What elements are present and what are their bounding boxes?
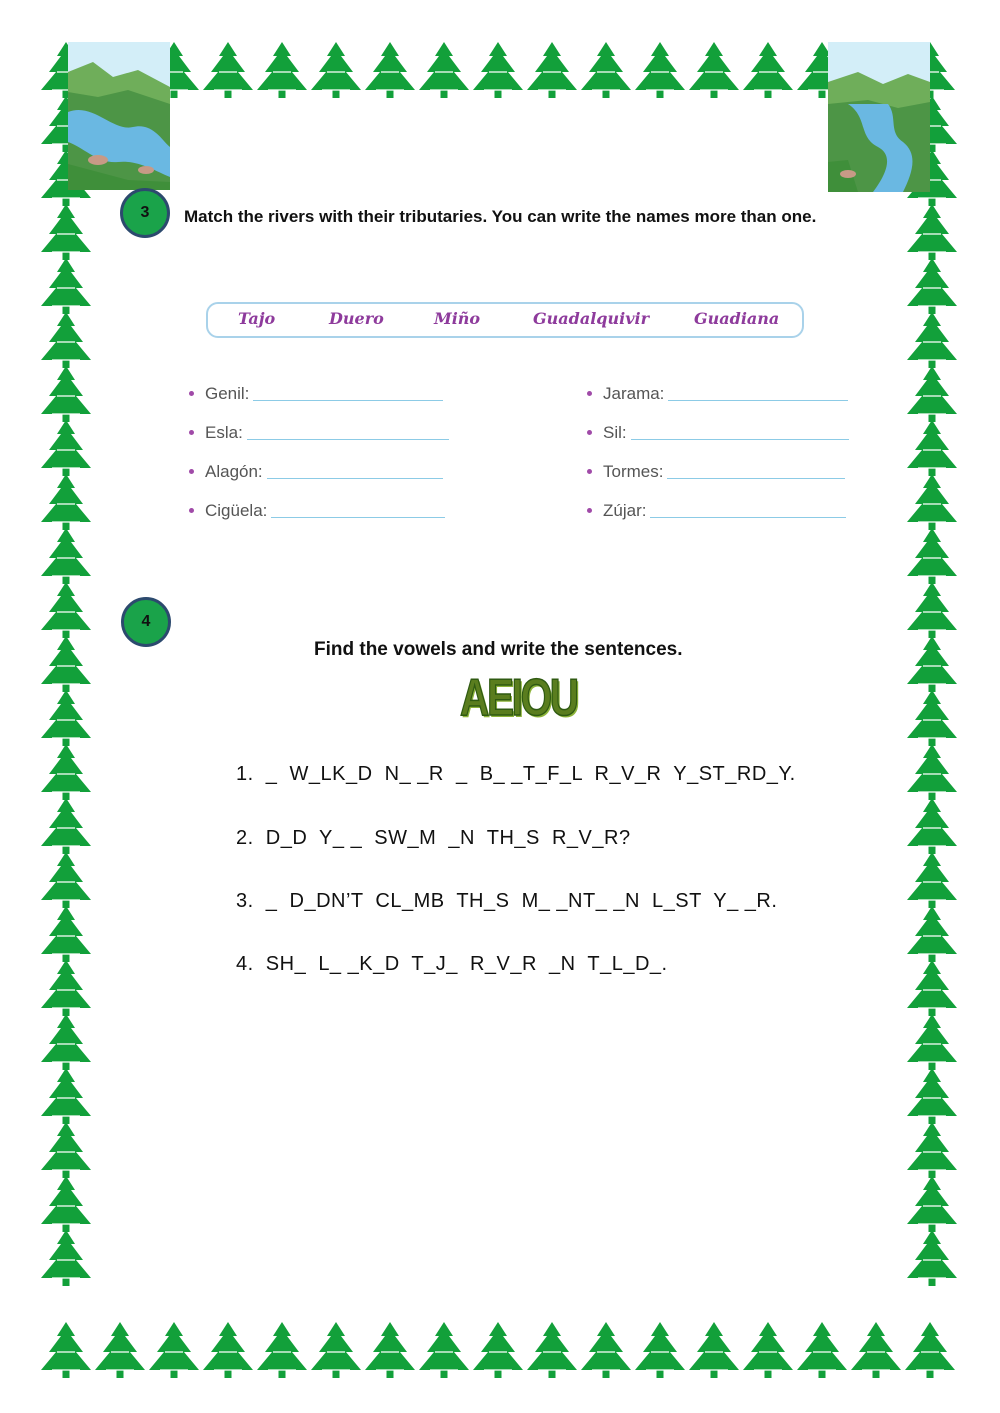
- tributary-label: Sil:: [603, 423, 627, 442]
- answer-line[interactable]: [271, 517, 445, 518]
- tributary-item: [587, 501, 846, 521]
- tributary-label: Esla:: [205, 423, 243, 442]
- pine-tree-icon: [41, 1322, 91, 1378]
- pine-tree-icon: [473, 1322, 523, 1378]
- pine-tree-icon: [41, 1230, 91, 1286]
- tributary-item: [189, 423, 449, 443]
- pine-tree-icon: [905, 1322, 955, 1378]
- river-name: Guadiana: [694, 309, 780, 328]
- pine-tree-icon: [41, 582, 91, 638]
- pine-tree-icon: [907, 312, 957, 368]
- tributary-label: Alagón:: [205, 462, 263, 481]
- pine-tree-icon: [907, 906, 957, 962]
- river-name: Guadalquivir: [533, 309, 649, 328]
- section-4-instruction: Find the vowels and write the sentences.: [314, 639, 683, 660]
- pine-tree-icon: [203, 1322, 253, 1378]
- section-3-instruction: Match the rivers with their tributaries. You can write the names more than one.: [184, 207, 817, 226]
- pine-tree-icon: [41, 474, 91, 530]
- pine-tree-icon: [95, 1322, 145, 1378]
- pine-tree-icon: [907, 204, 957, 260]
- tributary-label: Jarama:: [603, 384, 665, 403]
- pine-tree-icon: [419, 42, 469, 98]
- pine-tree-icon: [689, 42, 739, 98]
- sentence-item: 2. D_D Y_ _ SW_M _N TH_S R_V_R?: [236, 827, 631, 849]
- pine-tree-icon: [203, 42, 253, 98]
- river-landscape-icon: [828, 42, 930, 192]
- answer-line[interactable]: [650, 517, 846, 518]
- pine-tree-icon: [907, 474, 957, 530]
- pine-tree-icon: [365, 1322, 415, 1378]
- pine-tree-icon: [743, 42, 793, 98]
- pine-tree-icon: [473, 42, 523, 98]
- pine-tree-icon: [41, 528, 91, 584]
- river-name: Tajo: [238, 309, 276, 328]
- tributary-item: [189, 462, 443, 482]
- sentence-item: 1. _ W_LK_D N_ _R _ B_ _T_F_L R_V_R Y_ST_RD_Y.: [236, 763, 796, 785]
- sentence-item: 3. _ D_DN’T CL_MB TH_S M_ _NT_ _N L_ST Y_ _R.: [236, 890, 778, 912]
- tributary-item: [587, 384, 848, 404]
- pine-tree-icon: [41, 1176, 91, 1232]
- pine-tree-icon: [257, 1322, 307, 1378]
- tributary-label: Cigüela:: [205, 501, 268, 520]
- section-number-4: [121, 597, 171, 647]
- pine-tree-icon: [635, 42, 685, 98]
- pine-tree-icon: [311, 42, 361, 98]
- vowels-heading: AEIOU: [460, 669, 577, 727]
- pine-tree-icon: [797, 1322, 847, 1378]
- pine-tree-icon: [41, 312, 91, 368]
- tributary-item: [189, 384, 443, 404]
- pine-tree-icon: [41, 960, 91, 1016]
- tributary-item: [587, 423, 849, 443]
- pine-tree-icon: [689, 1322, 739, 1378]
- pine-tree-icon: [907, 528, 957, 584]
- answer-line[interactable]: [631, 439, 849, 440]
- pine-tree-icon: [365, 42, 415, 98]
- answer-line[interactable]: [247, 439, 449, 440]
- pine-tree-icon: [907, 1014, 957, 1070]
- pine-tree-icon: [907, 582, 957, 638]
- pine-tree-icon: [907, 960, 957, 1016]
- pine-tree-icon: [41, 420, 91, 476]
- pine-tree-icon: [419, 1322, 469, 1378]
- pine-tree-icon: [41, 852, 91, 908]
- river-name: Miño: [434, 309, 481, 328]
- pine-tree-icon: [41, 798, 91, 854]
- pine-tree-icon: [907, 798, 957, 854]
- pine-tree-icon: [907, 636, 957, 692]
- tributary-label: Zújar:: [603, 501, 647, 520]
- pine-tree-icon: [41, 1122, 91, 1178]
- pine-tree-icon: [257, 42, 307, 98]
- tributary-label: Genil:: [205, 384, 250, 403]
- river-landscape-icon: [68, 42, 170, 190]
- pine-tree-icon: [907, 1230, 957, 1286]
- pine-tree-icon: [581, 42, 631, 98]
- pine-tree-icon: [635, 1322, 685, 1378]
- pine-tree-icon: [907, 1122, 957, 1178]
- pine-tree-icon: [907, 258, 957, 314]
- answer-line[interactable]: [267, 478, 443, 479]
- pine-tree-icon: [41, 906, 91, 962]
- sentence-item: 4. SH_ L_ _K_D T_J_ R_V_R _N T_L_D_.: [236, 953, 668, 975]
- pine-tree-icon: [907, 744, 957, 800]
- pine-tree-icon: [907, 366, 957, 422]
- pine-tree-icon: [41, 1068, 91, 1124]
- pine-tree-icon: [41, 636, 91, 692]
- pine-tree-icon: [41, 204, 91, 260]
- pine-tree-icon: [907, 420, 957, 476]
- pine-tree-icon: [311, 1322, 361, 1378]
- pine-tree-icon: [41, 366, 91, 422]
- pine-tree-icon: [581, 1322, 631, 1378]
- tributary-label: Tormes:: [603, 462, 664, 481]
- answer-line[interactable]: [668, 400, 848, 401]
- section-number-3: [120, 188, 170, 238]
- tributary-item: [587, 462, 845, 482]
- pine-tree-icon: [743, 1322, 793, 1378]
- pine-tree-icon: [527, 42, 577, 98]
- pine-tree-icon: [907, 1176, 957, 1232]
- pine-tree-icon: [907, 1068, 957, 1124]
- pine-tree-icon: [907, 852, 957, 908]
- section-number-label: 3: [140, 204, 150, 221]
- pine-tree-icon: [527, 1322, 577, 1378]
- answer-line[interactable]: [253, 400, 443, 401]
- pine-tree-icon: [41, 744, 91, 800]
- pine-tree-icon: [851, 1322, 901, 1378]
- section-number-label: 4: [141, 613, 151, 630]
- river-name: Duero: [329, 309, 384, 328]
- pine-tree-icon: [149, 1322, 199, 1378]
- pine-tree-icon: [41, 690, 91, 746]
- pine-tree-icon: [907, 690, 957, 746]
- tributary-item: [189, 501, 445, 521]
- pine-tree-icon: [41, 1014, 91, 1070]
- pine-tree-icon: [41, 258, 91, 314]
- answer-line[interactable]: [667, 478, 845, 479]
